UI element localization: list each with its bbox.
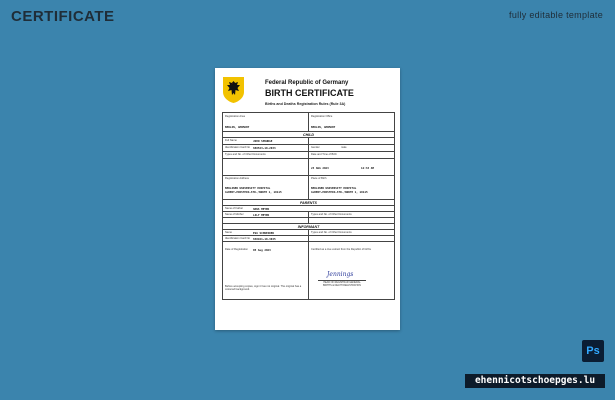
doc-type-label: Types and No. of Other Documents [225, 153, 266, 156]
certificate-document [215, 68, 400, 330]
full-name-value: JOHN SPRUNGE [253, 139, 273, 143]
informant-section-header: INFORMANT [297, 224, 320, 229]
reg-office-label: Registration Office [311, 115, 333, 118]
address-label: Registration Address [225, 177, 249, 180]
address-line2: ALBERT-EINSTEIN-STR./NORTH 1, 10115 [225, 190, 282, 194]
certificate-title: BIRTH CERTIFICATE [265, 88, 354, 98]
footnote: Before accepting copies, sign it has not original. The original has a coloured background. [225, 285, 302, 292]
father-label: Name of Father [225, 207, 244, 210]
informant-type-label: Types and No. of Other Documents [311, 231, 352, 234]
country-heading: Federal Republic of Germany [265, 80, 349, 86]
birthplace-line2: ALBERT-EINSTEIN-STR./NORTH 1, 10115 [311, 190, 368, 194]
reg-area-value: BERLIN, GERMANY [225, 125, 250, 129]
informant-id-value: 830921-10-3045 [253, 237, 276, 241]
reg-office-value: BERLIN, GERMANY [311, 125, 336, 129]
informant-id-label: Identification Card No [225, 237, 250, 240]
full-name-label: Full Name [225, 139, 237, 142]
parents-section-header: PARENTS [300, 200, 317, 205]
birthplace-label: Place of Birth [311, 177, 327, 180]
certified-label: Certified as a true extract from the Republic of births [311, 248, 371, 251]
address-line1: BERLINER UNIVERSITY HOSPITAL [225, 186, 271, 190]
reg-area-label: Registration Area [225, 115, 245, 118]
dob-date: 23 AUG 2023 [311, 166, 329, 170]
id-value: 880523-10-2033 [253, 146, 276, 150]
reg-date-value: 05 Aug 2023 [253, 248, 271, 252]
website-badge[interactable]: ehennicotschoepges.lu [465, 374, 605, 388]
page-subtitle: fully editable template [509, 10, 603, 20]
registrar-signature: Jennings [327, 271, 354, 278]
dob-label: Date and Time of Birth [311, 153, 337, 156]
birthplace-line1: BERLINER UNIVERSITY HOSPITAL [311, 186, 357, 190]
informant-name-label: Name [225, 231, 232, 234]
dob-time: 12:33 AM [361, 166, 374, 170]
reg-date-label: Date of Registration [225, 248, 248, 251]
signature-caption: HEAD OF REGISTRAR GENERAL BIRTHS & DEATH REGISTRATION [323, 281, 361, 287]
gender-label: Gender [311, 146, 320, 149]
child-section-header: CHILD [303, 132, 314, 137]
photoshop-icon: Ps [582, 340, 604, 362]
id-label: Identification Card No [225, 146, 250, 149]
gender-value: male [341, 146, 347, 149]
parent-docs-label: Types and No. of Other Documents [311, 213, 352, 216]
certificate-form [222, 112, 395, 300]
eagle-crest-icon [223, 77, 244, 103]
page-title: CERTIFICATE [11, 8, 115, 25]
mother-label: Name of Mother [225, 213, 244, 216]
registry-rule: Births and Deaths Registration Rules (Rule 3A) [265, 102, 346, 106]
mother-value: LILY MEYER [253, 213, 270, 217]
informant-name-value: EVA SCHNEIDER [253, 231, 275, 235]
father-value: HANS MEYER [253, 207, 270, 211]
